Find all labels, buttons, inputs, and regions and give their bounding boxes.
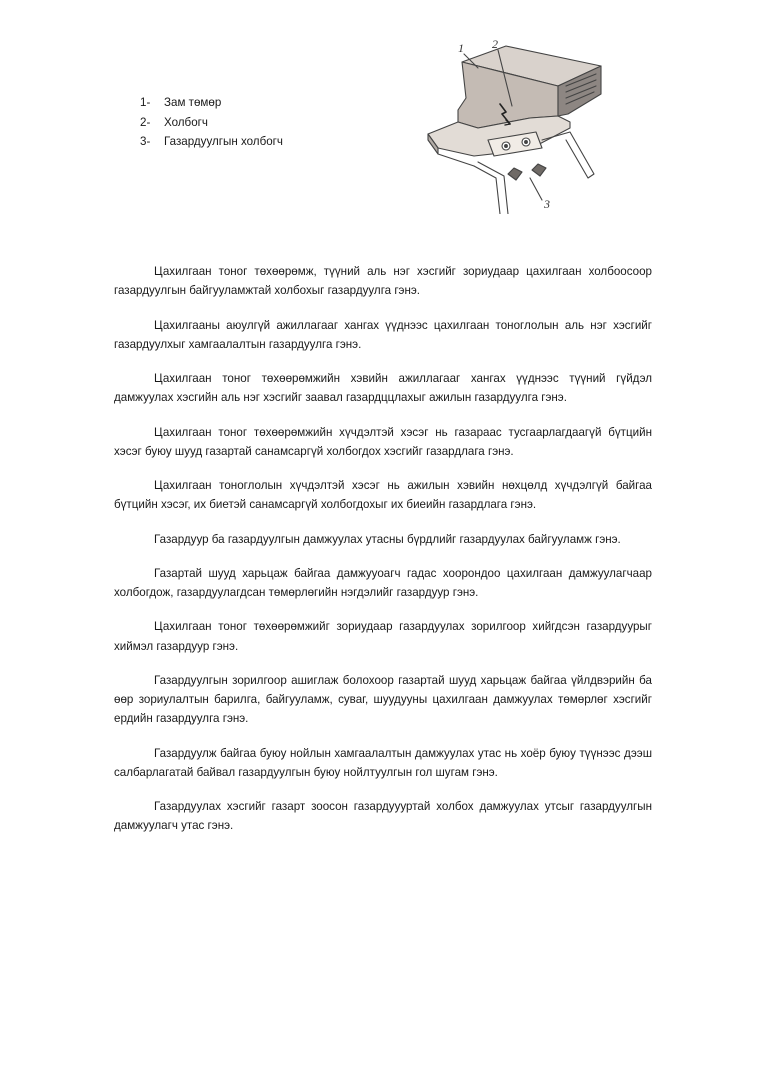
paragraph: Цахилгаан тоног төхөөрөмжийн хэвийн ажиллагааг хангах үүднээс түүний гүйдэл дамжуулах хэсгийн аль нэг хэсгийг заавал газардццлахыг ажилын газардуулга гэнэ. — [114, 372, 652, 405]
paragraph: Газардуулж байгаа буюу нойлын хамгаалалтын дамжуулах утас нь хоёр буюу түүнээс дээш салбарлагатай байвал газардуулгын буюу нойлтуулгын гол шугам гэнэ. — [114, 746, 652, 779]
paragraph: Цахилгаан тоноглолын хүчдэлтэй хэсэг нь ажилын хэвийн нөхцөлд хүчдэлгүй байгаа бүтцийн хэсэг, их биетэй санамсаргүй холбогдохыг их биеийн газардлага гэнэ. — [114, 479, 652, 512]
legend-number: 3- — [140, 135, 151, 148]
legend-text: Зам төмөр — [164, 96, 222, 109]
paragraph: Цахилгааны аюулгүй ажиллагааг хангах үүднээс цахилгаан тоноглолын аль нэг хэсгийг газардуулхыг хамгаалалтын газардуулга гэнэ. — [114, 318, 652, 351]
figure-label-1: 1 — [458, 41, 464, 55]
paragraph: Газардуулах хэсгийг газарт зоосон газардуууртай холбох дамжуулах утсыг газардуулгын дамжуулагч утас гэнэ. — [114, 800, 652, 833]
paragraph: Газардуур ба газардуулгын дамжуулах утасны бүрдлийг газардуулах байгууламж гэнэ. — [154, 532, 621, 546]
legend-item — [140, 113, 283, 133]
paragraph: Газартай шууд харьцаж байгаа дамжууоагч гадас хоорондоо цахилгаан дамжуулагчаар холбогдож, газардуулагдсан төмөрлөгийн нэгдэлийг газардуур гэнэ. — [114, 566, 652, 599]
figure-label-3: 3 — [544, 197, 550, 211]
legend-item — [140, 132, 283, 152]
paragraph: Цахилгаан тоног төхөөрөмжийг зориудаар газардуулах зорилгоор хийгдсэн газардуурыг хиймэл газардуур гэнэ. — [114, 620, 652, 653]
legend-number: 2- — [140, 115, 151, 129]
figure-label-2: 2 — [492, 37, 498, 51]
legend-item — [140, 93, 283, 113]
legend-text: Газардуулгын холбогч — [164, 135, 283, 148]
paragraph: Цахилгаан тоног төхөөрөмж, түүний аль нэг хэсгийг зориудаар цахилгаан холбоосоор газардуулгын байгууламжтай холбохыг газардуулга гэнэ. — [114, 265, 652, 298]
legend-number: 1- — [140, 96, 151, 109]
body-text — [114, 262, 652, 851]
paragraph: Газардуулгын зорилгоор ашиглаж болохоор газартай шууд харьцаж байгаа үйлдвэрийн ба өөр зориулалтын барилга, байгууламж, суваг, шуудууны цахилгаан дамжуулах төмөрлөг хэсгийг ердийн газардуулга гэнэ. — [114, 673, 652, 726]
paragraph: Цахилгаан тоног төхөөрөмжийн хүчдэлтэй хэсэг нь газараас тусгаарлагдаагүй бүтцийн хэсэг буюу шууд газартай санамсаргүй холбогдох хэсгийг газардлага гэнэ. — [114, 425, 652, 458]
figure-legend — [140, 93, 283, 152]
rail-grounding-illustration — [418, 36, 603, 214]
legend-text: Холбогч — [164, 115, 208, 129]
